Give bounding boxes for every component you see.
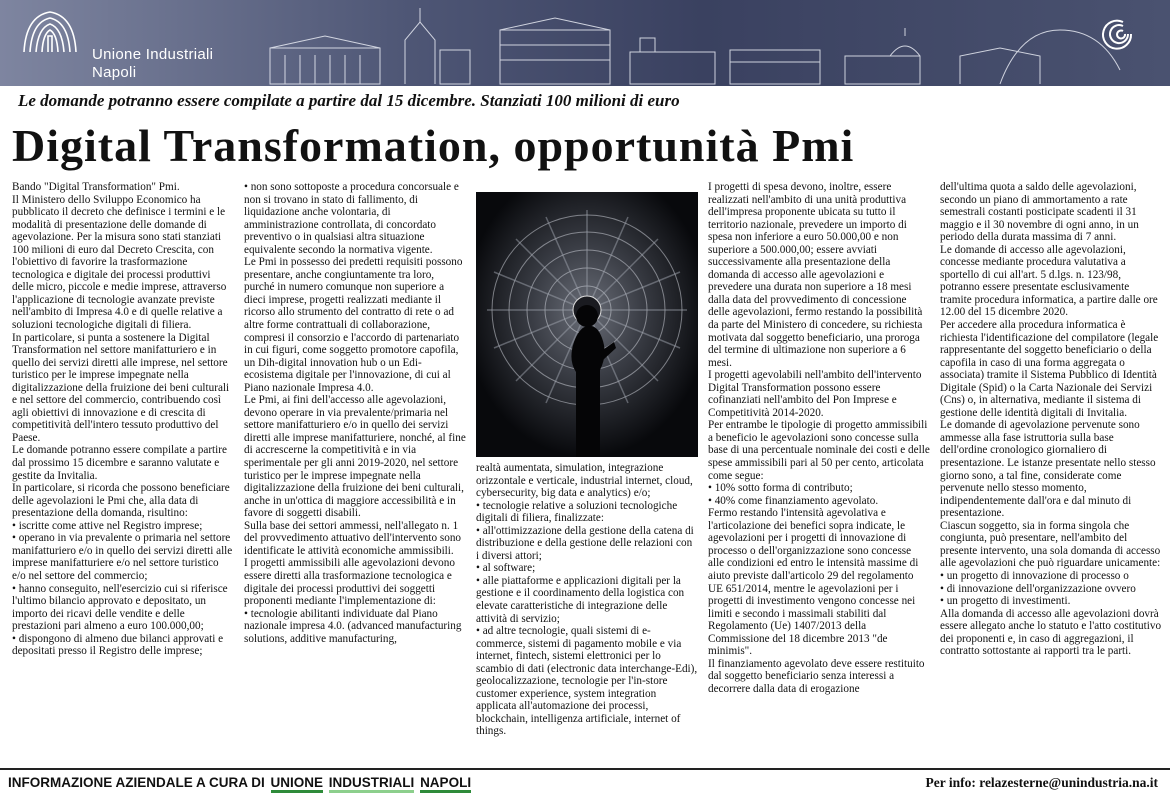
- article-column-5: [940, 181, 1162, 658]
- paragraph: Le domande di accesso alle agevolazioni, concesse mediante procedura valutativa a sportello di cui all'art. 5 d.lgs. n. 123/98, potranno essere presentate esclusivamente tramite procedura informatica, a partire dalle ore 12.00 del 15 dicembre 2020.: [940, 243, 1158, 319]
- footer-bar: [0, 768, 1170, 794]
- bullet-item: • tecnologie relative a soluzioni tecnologiche digitali di filiera, finalizzate:: [476, 499, 678, 525]
- paragraph: Per entrambe le tipologie di progetto ammissibili a beneficio le agevolazioni sono concesse sulla base di una percentuale nominale dei costi e delle spese ammissibili pari al 50 per cento, articolata come segue:: [708, 419, 930, 482]
- paragraph: Le domande di agevolazione pervenute sono ammesse alla fase istruttoria sulla base dell'ordine cronologico giornaliero di presentazione. Le istanze presentate nello stesso giorno sono, a tal fine, considerate come pervenute nello stesso momento, indipendentemente dall'ora e dal minuto di presentazione.: [940, 419, 1156, 520]
- footer-org-name: [269, 775, 472, 790]
- paragraph: Alla domanda di accesso alle agevolazioni dovrà essere allegato anche lo statuto e l'atto costitutivo dei proponenti e, in caso di aggregazioni, il contratto sottostante ai rapporti tra le parti.: [940, 607, 1162, 658]
- footer-org-word: UNIONE: [271, 775, 324, 793]
- paragraph: Le Pmi in possesso dei predetti requisiti possono presentare, anche congiuntamente tra loro, purché in numero comunque non superiore a dieci imprese, progetti realizzati mediante il ricorso allo strumento del contratto di rete o ad altre forme contrattuali di collaborazione, compresi il consorzio e l'accordo di partenariato in cui figuri, come soggetto promotore capofila, un Dih-digital innovation hub o un Edi-ecosistema digitale per l'innovazione, di cui al Piano nazionale Impresa 4.0.: [244, 256, 463, 394]
- paragraph: Ciascun soggetto, sia in forma singola che congiunta, può presentare, nell'ambito del presente intervento, una sola domanda di accesso alle agevolazioni che può riguardare unicamente:: [940, 519, 1161, 570]
- article-column-3: [476, 462, 698, 738]
- article-photo: [476, 192, 698, 457]
- article-column-4: [708, 181, 930, 695]
- footer-org-word: INDUSTRIALI: [329, 775, 415, 793]
- bullet-item: • dispongono di almeno due bilanci approvati e depositati presso il Registro delle imprese;: [12, 632, 224, 658]
- paragraph: I progetti di spesa devono, inoltre, essere realizzati nell'ambito di una unità produttiva dell'impresa proponente ubicata su tutto il territorio nazionale, prevedere un importo di spesa non inferiore a euro 50.000,00 e non superiore a 500.000,00; essere avviati successivamente alla presentazione della domanda di accesso alle agevolazioni e prevedere una durata non superiore a 18 mesi dalla data del provvedimento di concessione delle agevolazioni, fermo restando la possibilità da parte del Ministero di concedere, su richiesta motivata dal soggetto beneficiario, una proroga del termine di ultimazione non superiore a 6 mesi.: [708, 181, 923, 369]
- footer-sponsor-line: [8, 775, 471, 790]
- footer-contact: Per info: relazesterne@unindustria.na.it: [925, 775, 1158, 790]
- bullet-item: • all'ottimizzazione della gestione della catena di distribuzione e della gestione delle relazioni con i diversi attori;: [476, 524, 694, 562]
- article-kicker: Le domande potranno essere compilate a partire dal 15 dicembre. Stanziati 100 milioni di euro: [18, 91, 680, 110]
- paragraph: I progetti ammissibili alle agevolazioni devono essere diretti alla trasformazione tecnologica e digitale dei processi produttivi dei soggetti proponenti mediante l'implementazione di:: [244, 557, 455, 608]
- paragraph: Le domande potranno essere compilate a partire dal prossimo 15 dicembre e saranno valutate e gestite da Invitalia.: [12, 444, 227, 482]
- bullet-item: • 40% come finanziamento agevolato.: [708, 494, 879, 507]
- paragraph: Il Ministero dello Sviluppo Economico ha pubblicato il decreto che definisce i termini e le modalità di presentazione delle domande di agevolazione. Per la misura sono stati stanziati 100 milioni di euro dal Decreto Crescita, con l'obiettivo di favorire la trasformazione tecnologica e digitale dei processi produttivi delle micro, piccole e medie imprese, attraverso l'applicazione di tecnologie avanzate previste nell'ambito di Impresa 4.0 e di quelle relative a soluzioni tecnologiche digitali di filiera.: [12, 193, 227, 332]
- bullet-item: • al software;: [476, 562, 536, 575]
- particle-detector-illustration: [476, 192, 698, 457]
- paragraph: Fermo restando l'intensità agevolativa e l'articolazione dei benefici sopra indicate, le agevolazioni per i progetti di innovazione di processo o dell'organizzazione sono concesse alle condizioni ed entro le intensità massime di aiuto previste dall'articolo 29 del regolamento UE 651/2014, mentre le agevolazioni per i progetti di investimento vengono concesse nei limiti e secondo i massimali stabiliti dal Regolamento (Ue) 1407/2013 della Commissione del 18 dicembre 2013 "de minimis".: [708, 507, 919, 658]
- article-column-2: [244, 181, 467, 645]
- paragraph: In particolare, si punta a sostenere la Digital Transformation nel settore manifatturiero e in quello dei servizi diretti alle imprese, nel settore turistico per le imprese impegnate nella digitalizzazione della fruizione dei beni culturali e nel settore del commercio, contribuendo così agli obiettivi di innovazione e di crescita di competitività dell'intero tessuto produttivo del Paese.: [12, 331, 230, 444]
- bullet-item: • tecnologie abilitanti individuate dal Piano nazionale impresa 4.0. (advanced manufacturing solutions, additive manufacturing,: [244, 607, 462, 645]
- paragraph: Il finanziamento agevolato deve essere restituito dal soggetto beneficiario senza interessi a decorrere dalla data di erogazione: [708, 657, 925, 695]
- org-name-line1: Unione Industriali: [92, 46, 214, 63]
- bullet-item: • 10% sotto forma di contributo;: [708, 482, 853, 495]
- paragraph: dell'ultima quota a saldo delle agevolazioni, secondo un piano di ammortamento a rate semestrali costanti posticipate scadenti il 31 maggio e il 30 novembre di ogni anno, in un periodo della durata massima di 7 anni.: [940, 181, 1139, 244]
- paragraph: In particolare, si ricorda che possono beneficiare delle agevolazioni le Pmi che, alla data di presentazione della domanda, risultino:: [12, 482, 230, 520]
- bullet-item: • un progetto di investimenti.: [940, 595, 1071, 608]
- paragraph: Sulla base dei settori ammessi, nell'allegato n. 1 del provvedimento attuativo dell'intervento sono identificate le attività economiche ammissibili.: [244, 519, 462, 557]
- bullet-item: • hanno conseguito, nell'esercizio cui si riferisce l'ultimo bilancio approvato e depositato, un importo dei ricavi delle vendite e delle prestazioni pari almeno a euro 100.000,00;: [12, 582, 228, 633]
- org-name-line2: Napoli: [92, 64, 137, 81]
- paragraph: Per accedere alla procedura informatica è richiesta l'identificazione del compilatore (legale rappresentante del soggetto beneficiario o della capofila in caso di una forma aggregata o associata) tramite il Sistema Pubblico di Identità Digitale (Spid) o la Carta Nazionale dei Servizi (Cns) o, in alternativa, mediante il sistema di gestione delle identità digitali di Invitalia.: [940, 319, 1159, 419]
- bullet-item: • un progetto di innovazione di processo o: [940, 569, 1129, 582]
- paragraph: Le Pmi, ai fini dell'accesso alle agevolazioni, devono operare in via prevalente/primaria nel settore manifatturiero e/o in quello dei servizi diretti alle imprese manifatturiere, nonché, al fine di accrescerne la competitività e in via sperimentale per gli anni 2019-2020, nel settore turistico per le imprese impegnate nella digitalizzazione della fruizione dei beni culturali, anche in un'ottica di maggiore accessibilità e in favore di soggetti disabili.: [244, 394, 466, 520]
- article-title: Digital Transformation, opportunità Pmi: [12, 120, 855, 171]
- paragraph: realtà aumentata, simulation, integrazione orizzontale e verticale, industrial internet, cloud, cybersecurity, big data e analytics) e/o;: [476, 462, 693, 500]
- bullet-item: • operano in via prevalente o primaria nel settore manifatturiero e/o in quello dei servizi diretti alle imprese manifatturiere e/o nel settore turistico e/o nel settore del commercio;: [12, 532, 233, 582]
- bullet-item: • alle piattaforme e applicazioni digitali per la gestione e il coordinamento della logistica con elevate caratteristiche di integrazione delle attività di servizio;: [476, 574, 685, 625]
- footer-info-prefix: INFORMAZIONE AZIENDALE A CURA DI: [8, 775, 265, 790]
- paragraph: Bando "Digital Transformation" Pmi.: [12, 181, 180, 193]
- bullet-item: • non sono sottoposte a procedura concorsuale e non si trovano in stato di fallimento, di liquidazione anche volontaria, di amministrazione controllata, di concordato preventivo o in qualsiasi altra situazione equivalente secondo la normativa vigente.: [244, 181, 459, 256]
- masthead-banner: [0, 0, 1170, 86]
- paragraph: I progetti agevolabili nell'ambito dell'intervento Digital Transformation possono essere cofinanziati nell'ambito del Pon Imprese e Competitività 2014-2020.: [708, 369, 922, 419]
- footer-org-word: NAPOLI: [420, 775, 471, 793]
- unione-industriali-logo-icon: [18, 8, 82, 56]
- organization-name: [92, 46, 213, 82]
- bullet-item: • di innovazione dell'organizzazione ovvero: [940, 582, 1136, 595]
- bullet-item: • ad altre tecnologie, quali sistemi di e-commerce, sistemi di pagamento mobile e via internet, fintech, sistemi elettronici per lo scambio di dati (electronic data interchange-Edi), geolocalizzazione, tecnologie per l'in-store customer experience, system integration applicata all'automazione dei processi, blockchain, intelligenza artificiale, internet of things.: [476, 625, 698, 738]
- article-column-1: [12, 181, 234, 658]
- bullet-item: • iscritte come attive nel Registro imprese;: [12, 519, 203, 532]
